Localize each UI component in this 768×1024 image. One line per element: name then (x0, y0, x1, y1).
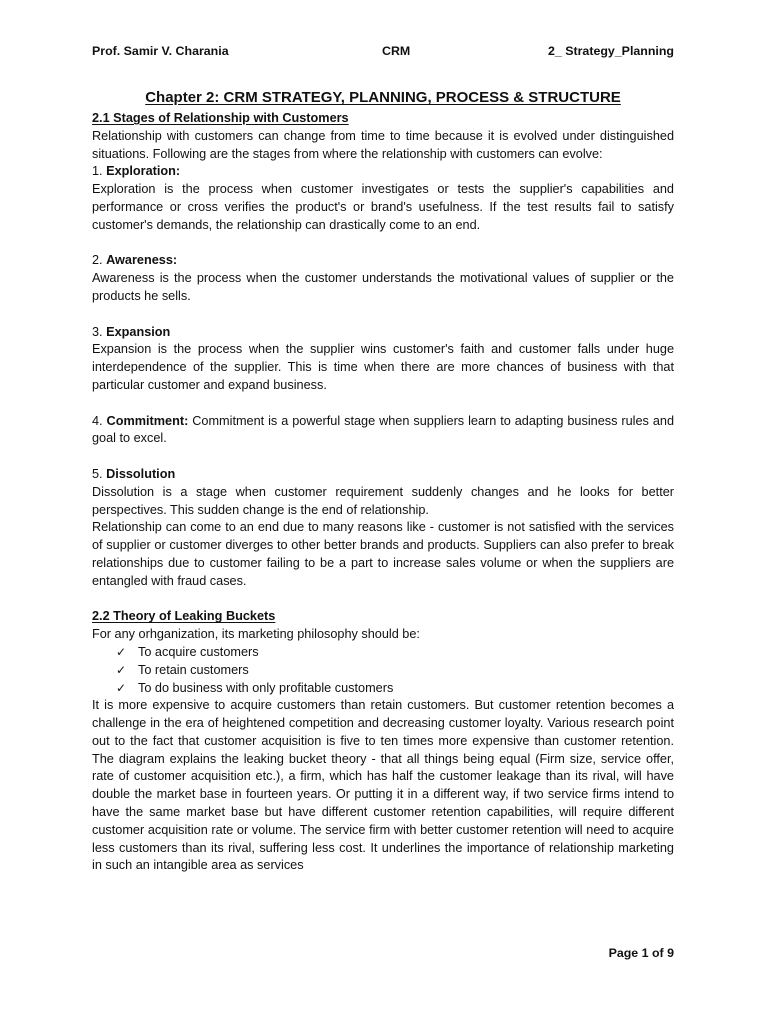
stage-paragraph-awareness: Awareness is the process when the customer understands the motivational values of supplier or the products he sells. (92, 271, 674, 303)
header-subject: CRM (382, 44, 411, 58)
stage-heading-expansion (92, 324, 674, 342)
stage-number: 1. (92, 164, 103, 179)
philosophy-checklist (92, 644, 674, 697)
stage-paragraph-exploration: Exploration is the process when customer investigates or tests the supplier's capabilities and performance or cross verifies the product's or brand's usefulness. If the test results fail to satisfy customer's demands, the relationship can drastically come to an end. (92, 182, 674, 232)
stage-title: Commitment: (106, 413, 189, 428)
stage-number: 3. (92, 324, 103, 339)
section-heading-leaking-buckets: 2.2 Theory of Leaking Buckets (92, 609, 276, 624)
page-number: Page 1 of 9 (608, 946, 674, 960)
stage-title: Expansion (106, 324, 171, 339)
checkmark-icon: ✓ (116, 644, 127, 659)
list-item (116, 662, 674, 680)
stage-number: 4. (92, 413, 103, 428)
paragraph-spacer (92, 306, 674, 324)
chapter-title: Chapter 2: CRM STRATEGY, PLANNING, PROCESS & STRUCTURE (145, 89, 621, 106)
paragraph-spacer (92, 395, 674, 413)
document-body (92, 110, 674, 875)
header-file: 2_ Strategy_Planning (547, 44, 674, 58)
stage-heading-awareness (92, 252, 674, 270)
document-page (92, 0, 674, 1024)
paragraph-spacer (92, 235, 674, 253)
stage-number: 2. (92, 253, 103, 268)
stage-paragraph-expansion: Expansion is the process when the supplier wins customer's faith and customer falls under huge interdependence of the supplier. This is time when there are more chances of business with that particular customer and expand business. (92, 342, 674, 392)
paragraph-spacer (92, 591, 674, 609)
list-item-text: To do business with only profitable customers (138, 680, 394, 695)
section-heading-stages: 2.1 Stages of Relationship with Customers (92, 111, 349, 125)
checkmark-icon: ✓ (116, 680, 127, 695)
stage-title: Dissolution (106, 466, 176, 481)
stage-title: Awareness: (106, 253, 178, 268)
section-intro-paragraph: Relationship with customers can change from time to time because it is evolved under distinguished situations. Following are the stages from where the relationship with customers can evolve: (92, 128, 674, 161)
header-author: Prof. Samir V. Charania (92, 44, 229, 58)
list-item (116, 680, 674, 698)
stage-heading-dissolution (92, 466, 674, 484)
list-item (116, 644, 674, 662)
philosophy-intro: For any orhganization, its marketing philosophy should be: (92, 627, 420, 642)
list-item-text: To acquire customers (138, 644, 259, 659)
stage-title: Exploration: (106, 164, 181, 179)
stage-number: 5. (92, 466, 103, 481)
list-item-text: To retain customers (138, 662, 249, 677)
paragraph-spacer (92, 448, 674, 466)
stage-paragraph-commitment (92, 413, 674, 449)
leaking-bucket-paragraph: It is more expensive to acquire customers than retain customers. But customer retention becomes a challenge in the era of heightened competition and decreasing customer loyalty. Various research point out to the fact that customer acquisition is five to ten times more expensive than customer retention. The diagram explains the leaking bucket theory - that all things being equal (Firm size, service offer, rate of customer acquisition etc.), a firm, which has half the customer leakage than its rival, will have double the market base in fourteen years. Or putting it in a different way, if two service firms intend to have the same market base but have different customer retention capabilities, will require different customer acquisition rate or volume. The service firm with better customer retention will need to acquire less customers than its rival, suffering less cost. It underlines the importance of relationship marketing in such an intangible area as services (92, 698, 674, 873)
checkmark-icon: ✓ (116, 662, 127, 677)
stage-inline-text: Commitment is a powerful stage when suppliers learn to adapting business rules and goal to excel. (92, 413, 675, 446)
stage-paragraph-dissolution: Dissolution is a stage when customer requirement suddenly changes and he looks for better perspectives. This sudden change is the end of relationship. (92, 484, 674, 517)
stage-heading-exploration (92, 163, 674, 181)
page-header (92, 44, 674, 62)
relationship-end-paragraph: Relationship can come to an end due to many reasons like - customer is not satisfied with the services of supplier or customer diverges to other better brands and products. Suppliers can also prefer to break relationships due to customer failing to be a part to increase sales volume or when the suppliers are entangled with fraud cases. (92, 520, 674, 588)
